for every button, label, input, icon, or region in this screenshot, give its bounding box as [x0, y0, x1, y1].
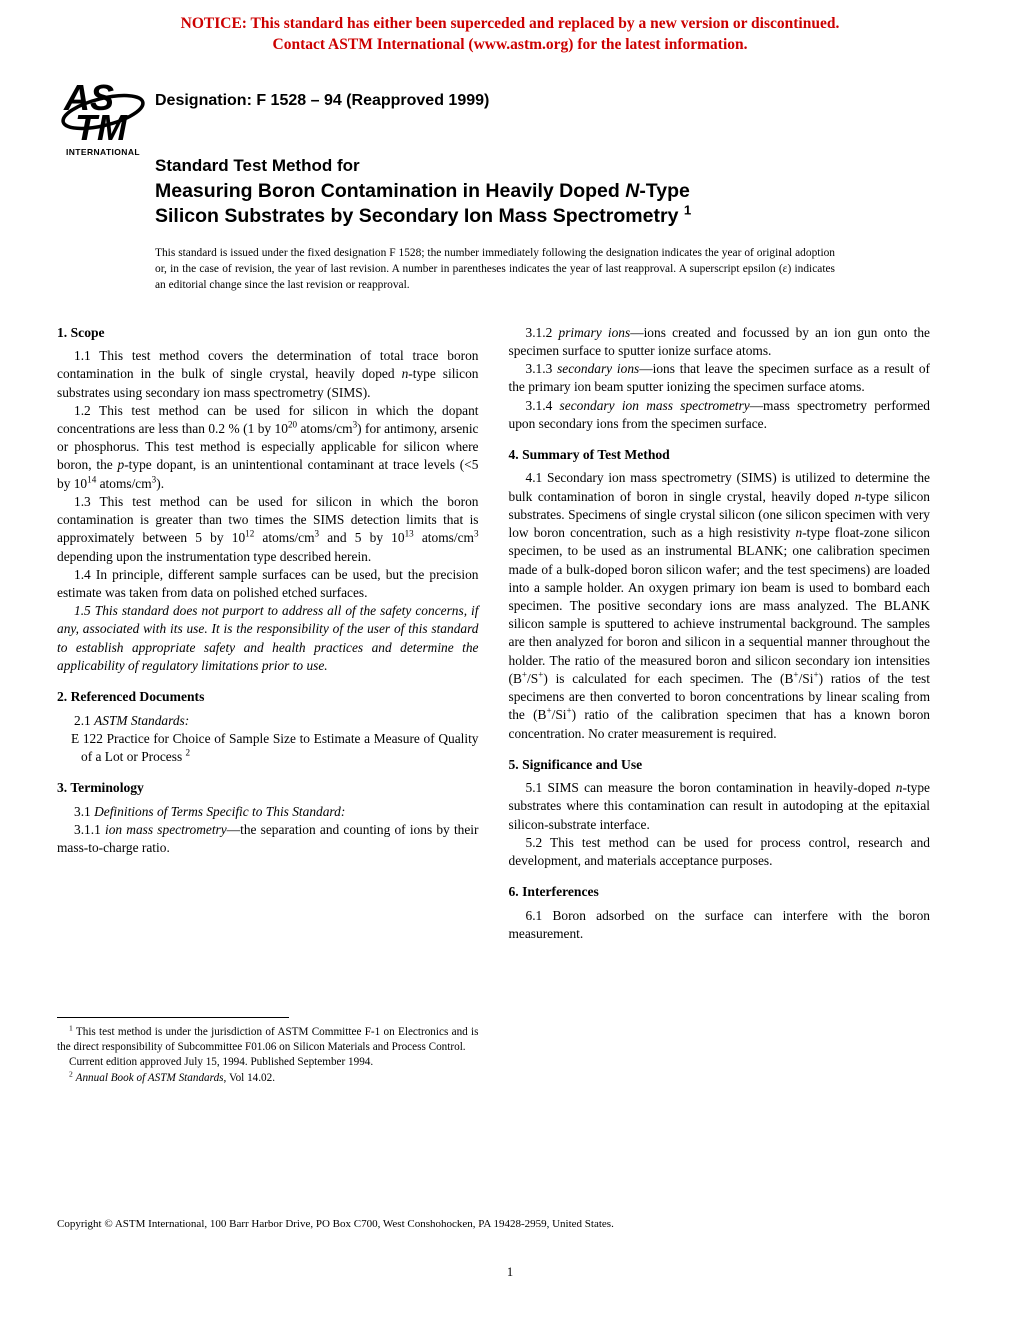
- text-segment: n: [895, 780, 903, 796]
- para-1-1: [57, 347, 479, 402]
- superscript-text: 20: [287, 419, 298, 430]
- superscript-text: +: [566, 705, 572, 716]
- text-segment: 1.4 In principle, different sample surfaces can be used, but the precision estimate was taken from data on polished etched surfaces.: [57, 566, 479, 600]
- superscript-text: +: [546, 705, 552, 716]
- para-3-1: [57, 803, 479, 821]
- text-segment: Measuring Boron Contamination in Heavily Doped: [155, 179, 626, 202]
- text-segment: 3.1.4: [525, 397, 560, 413]
- left-column: [57, 324, 479, 1086]
- superscript-text: 1: [683, 202, 692, 218]
- text-segment: , Vol 14.02.: [223, 1071, 276, 1084]
- text-segment: -type dopant, is an unintentional contaminant at trace levels (<5 by 10: [57, 457, 479, 491]
- logo-letters-row1: AS: [64, 79, 115, 118]
- text-segment: —the separation and counting of ions by their mass-to-charge ratio.: [57, 821, 479, 856]
- superscript-text: 3: [151, 474, 157, 485]
- para-5-2: [509, 834, 931, 870]
- text-segment: -type float-zone silicon specimen, to be used as an instrumental BLANK; one calibration specimen made of a bulk-doped boron silicon wafer; and the test specimens) are loaded into a sample holder. An oxygen primary ion beam is used to bombard each specimen. The positive secondary ions are mass analyzed. The BLANK silicon sample is sputtered to achieve instrumental background. The samples are then analyzed for boron and silicon in a sequential manner throughout the holder. The ratio of the measured boron and silicon secondary ion intensities (B: [508, 525, 930, 686]
- text-segment: -type silicon substrates using secondary ion mass spectrometry (SIMS).: [57, 366, 479, 400]
- text-segment: —ions created and focussed by an ion gun onto the specimen surface to sputter ionize surface atoms.: [508, 324, 930, 358]
- section-heading-1-scope: 1. Scope: [57, 324, 105, 340]
- text-segment: 1.1 This test method covers the determination of total trace boron contamination in the bulk of single crystal, heavily doped: [57, 348, 479, 382]
- text-segment: 3.1.3: [525, 361, 558, 377]
- text-segment: n: [795, 525, 803, 541]
- footnote-current-edition: [57, 1055, 479, 1070]
- superscript-text: 1: [69, 1023, 73, 1033]
- right-column-content: [509, 324, 931, 944]
- superscript-text: +: [813, 669, 819, 680]
- title-line-2: [155, 179, 925, 204]
- text-segment: atoms/cm: [297, 421, 353, 436]
- text-segment: E 122 Practice for Choice of Sample Size to Estimate a Measure of Quality of a Lot or Process: [71, 730, 479, 764]
- header: [0, 79, 1020, 294]
- astm-logo: [56, 80, 150, 157]
- text-segment: ) is calculated for each specimen. The (B: [543, 670, 794, 686]
- text-segment: secondary ions: [557, 361, 640, 377]
- notice-line-2: Contact ASTM International (www.astm.org) for the latest information.: [272, 36, 748, 54]
- text-segment: 1.2 This test method can be used for silicon in which the dopant concentrations are less than 0.2 % (1 by 10: [57, 402, 479, 436]
- text-segment: p: [117, 457, 125, 473]
- text-segment: ).: [156, 475, 165, 491]
- text-segment: Silicon Substrates by Secondary Ion Mass Spectrometry: [155, 205, 684, 228]
- para-1-3: [57, 493, 479, 566]
- text-segment: depending upon the instrumentation type described herein.: [57, 548, 372, 564]
- superscript-text: 14: [87, 474, 97, 485]
- text-segment: 2.1: [74, 712, 95, 728]
- text-segment: N: [625, 179, 640, 202]
- text-segment: 6.1 Boron adsorbed on the surface can interfere with the boron measurement.: [508, 907, 930, 941]
- text-segment: Annual Book of ASTM Standards: [75, 1071, 224, 1084]
- logo-letters-row2: TM: [75, 106, 127, 144]
- text-segment: primary ions: [558, 324, 631, 340]
- footnote-rule: [57, 1017, 289, 1018]
- text-segment: ) for antimony, arsenic or phosphorus. This test method is especially applicable for silicon where boron, the: [57, 421, 479, 473]
- superscript-text: +: [521, 669, 528, 680]
- body-columns: [0, 324, 1020, 1086]
- para-3-1-2: [509, 324, 931, 360]
- superscript-text: 12: [245, 528, 255, 539]
- text-segment: /Si: [551, 707, 567, 723]
- para-3-1-1: [57, 821, 479, 857]
- text-segment: Definitions of Terms Specific to This Standard:: [94, 803, 346, 819]
- footnote-2: [57, 1068, 479, 1086]
- text-segment: Current edition approved July 15, 1994. Published September 1994.: [69, 1056, 374, 1069]
- para-6-1: [509, 907, 931, 943]
- text-segment: atoms/cm: [413, 530, 474, 546]
- text-segment: ) ratios of the test specimens are then converted to boron concentrations by linear scaling from the (B: [508, 670, 930, 723]
- superscript-text: 3: [352, 419, 358, 430]
- text-segment: /S: [527, 670, 539, 686]
- superscript-text: 13: [404, 528, 414, 539]
- text-segment: n: [401, 366, 409, 382]
- text-segment: 4.1 Secondary ion mass spectrometry (SIMS) is utilized to determine the bulk contamination of boron in single crystal, heavily doped: [508, 470, 930, 504]
- notice-banner: [0, 0, 1020, 56]
- section-heading-2-referenced-documents: 2. Referenced Documents: [57, 689, 205, 705]
- superscript-text: +: [793, 669, 799, 680]
- page-number: 1: [506, 1265, 514, 1279]
- designation-line: Designation: F 1528 – 94 (Reapproved 1999): [155, 91, 490, 109]
- text-segment: This test method is under the jurisdiction of ASTM Committee F-1 on Electronics and is the direct responsibility of Subcommittee F01.06 on Silicon Materials and Process Control.: [57, 1026, 479, 1054]
- text-segment: ion mass spectrometry: [104, 821, 227, 837]
- title-line-3: [155, 204, 925, 229]
- reference-e122: [57, 730, 479, 766]
- right-column: [509, 324, 931, 1086]
- text-segment: ASTM Standards:: [94, 712, 190, 728]
- section-heading-3-terminology: 3. Terminology: [57, 780, 144, 796]
- text-segment: 3.1.1: [74, 821, 105, 837]
- para-1-2: [57, 402, 479, 493]
- superscript-text: 3: [473, 528, 479, 539]
- superscript-text: 2: [185, 747, 191, 758]
- para-5-1: [509, 779, 931, 834]
- text-segment: 3.1: [74, 803, 95, 819]
- para-1-5: [57, 602, 479, 675]
- para-4-1: [509, 469, 931, 742]
- para-3-1-3: [509, 360, 931, 396]
- text-segment: atoms/cm: [96, 475, 152, 491]
- text-segment: and 5 by 10: [319, 530, 405, 546]
- text-segment: secondary ion mass spectrometry: [559, 397, 750, 413]
- text-segment: ) ratio of the calibration specimen that has a known boron concentration. No crater measurement is required.: [508, 707, 930, 741]
- para-2-1: [57, 712, 479, 730]
- astm-logo-graphic: [59, 80, 147, 144]
- title-line-1: Standard Test Method for: [155, 155, 360, 175]
- superscript-text: +: [538, 669, 544, 680]
- footnote-block: [57, 1003, 479, 1085]
- text-segment: —mass spectrometry performed upon secondary ions from the specimen surface.: [508, 397, 930, 431]
- text-segment: -type substrates where this contamination can result in autodoping at the epitaxial silicon-substrate interface.: [508, 780, 930, 832]
- text-segment: n: [854, 488, 862, 504]
- text-segment: 5.1 SIMS can measure the boron contamination in heavily-doped: [525, 780, 896, 796]
- para-3-1-4: [509, 397, 931, 433]
- section-heading-5-significance: 5. Significance and Use: [508, 756, 643, 772]
- text-segment: -type silicon substrates. Specimens of single crystal silicon (one silicon specimen with very low boron concentration, such as a high resistivity: [508, 488, 931, 541]
- text-segment: 3.1.2: [525, 324, 559, 340]
- text-segment: atoms/cm: [254, 530, 315, 546]
- section-heading-6-interferences: 6. Interferences: [508, 884, 599, 900]
- logo-subtitle: INTERNATIONAL: [66, 146, 140, 157]
- text-segment: 5.2 This test method can be used for process control, research and development, and materials acceptance purposes.: [508, 834, 930, 869]
- issued-statement: This standard is issued under the fixed designation F 1528; the number immediately following the designation indicates the year of original adoption or, in the case of revision, the year of last revision. A number in parentheses indicates the year of last reapproval. A superscript epsilon (ε) indicates an editorial change since the last revision or reapproval.: [155, 247, 835, 291]
- left-column-content: [57, 324, 479, 858]
- text-segment: /Si: [798, 670, 814, 686]
- document-title: [155, 156, 925, 230]
- text-segment: -Type: [639, 179, 690, 202]
- footnote-1: [57, 1025, 479, 1055]
- copyright-line: Copyright © ASTM International, 100 Barr Harbor Drive, PO Box C700, West Conshohocken, PA 19428-2959, United States.: [57, 1218, 614, 1230]
- superscript-text: 3: [314, 528, 320, 539]
- text-segment: —ions that leave the specimen surface as a result of the primary ion beam sputter ionizing the specimen surface atoms.: [508, 361, 930, 395]
- section-heading-4-summary: 4. Summary of Test Method: [508, 446, 670, 462]
- para-1-4: [57, 566, 479, 602]
- text-segment: 1.3 This test method can be used for silicon in which the boron contamination is greater than two times the SIMS detection limits that is approximately between 5 by 10: [57, 493, 479, 546]
- text-segment: 1.5 This standard does not purport to address all of the safety concerns, if any, associated with its use. It is the responsibility of the user of this standard to establish appropriate safety and health practices and determine the applicability of regulatory limitations prior to use.: [57, 603, 479, 673]
- superscript-text: 2: [69, 1068, 73, 1078]
- notice-line-1: NOTICE: This standard has either been superceded and replaced by a new version or discontinued.: [180, 15, 840, 32]
